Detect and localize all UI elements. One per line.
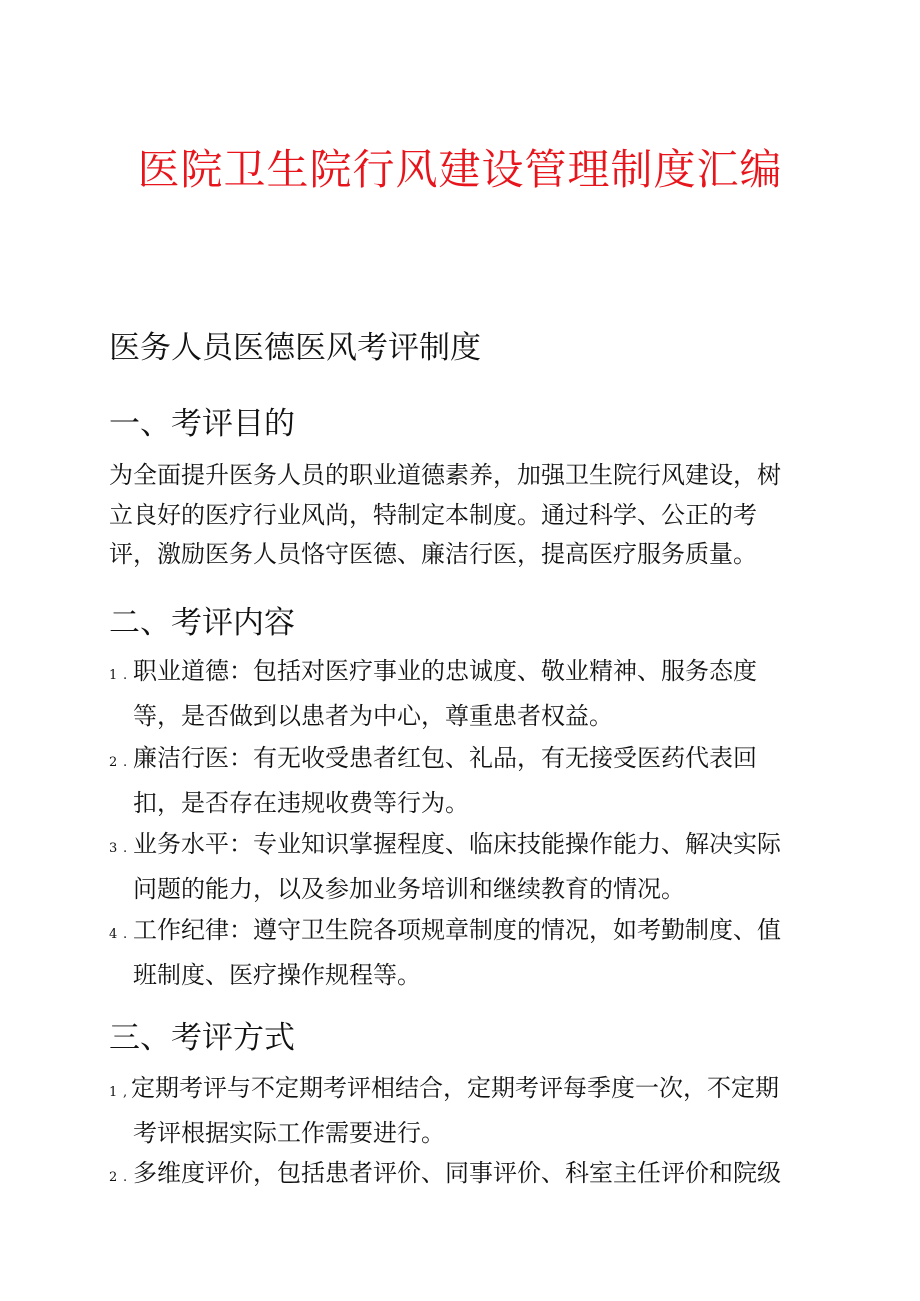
- paragraph-line: 评，激励医务人员恪守医德、廉洁行医，提高医疗服务质量。: [109, 540, 757, 568]
- list-item-number: 1: [109, 1085, 118, 1100]
- list-item: [109, 1068, 809, 1153]
- list-item-separator: .: [123, 1170, 128, 1185]
- section-heading-purpose: 一、考评目的: [109, 406, 295, 442]
- document-title: 医院卫生院行风建设管理制度汇编: [137, 145, 783, 194]
- list-item-first-line: 职业道德：包括对医疗事业的忠诚度、敬业精神、服务态度: [133, 657, 757, 685]
- list-item-first-line: 廉洁行医：有无收受患者红包、礼品，有无接受医药代表回: [133, 744, 757, 772]
- list-item: [109, 824, 809, 909]
- list-item: [109, 651, 809, 736]
- list-item-continuation: 扣，是否存在违规收费等行为。: [133, 789, 469, 817]
- list-item: [109, 1153, 809, 1198]
- list-item-separator: .: [123, 841, 128, 856]
- paragraph-line: 为全面提升医务人员的职业道德素养，加强卫生院行风建设，树: [109, 461, 781, 489]
- list-item-first-line: 工作纪律：遵守卫生院各项规章制度的情况，如考勤制度、值: [133, 916, 781, 944]
- list-item-number: 1: [109, 668, 118, 683]
- list-item-separator: ,: [123, 1085, 128, 1100]
- list-item-number: 3: [109, 841, 118, 856]
- list-item-first-line: 业务水平：专业知识掌握程度、临床技能操作能力、解决实际: [133, 830, 781, 858]
- list-item-separator: .: [123, 755, 128, 770]
- list-item-number: 2: [109, 1170, 118, 1185]
- list-item: [109, 910, 809, 995]
- list-item: [109, 738, 809, 823]
- list-item-number: 2: [109, 755, 118, 770]
- document-subtitle: 医务人员医德医风考评制度: [109, 330, 481, 366]
- list-item-first-line: 多维度评价，包括患者评价、同事评价、科室主任评价和院级: [133, 1159, 781, 1187]
- list-item-continuation: 等，是否做到以患者为中心，尊重患者权益。: [133, 702, 613, 730]
- list-item-first-line: 定期考评与不定期考评相结合，定期考评每季度一次，不定期: [131, 1074, 779, 1102]
- section-heading-method: 三、考评方式: [109, 1020, 295, 1056]
- section-purpose-paragraph: [109, 456, 809, 575]
- list-item-continuation: 班制度、医疗操作规程等。: [133, 961, 421, 989]
- list-item-continuation: 问题的能力，以及参加业务培训和继续教育的情况。: [133, 875, 685, 903]
- section-heading-content: 二、考评内容: [109, 605, 295, 641]
- list-item-separator: .: [123, 927, 128, 942]
- list-item-continuation: 考评根据实际工作需要进行。: [133, 1119, 445, 1147]
- paragraph-line: 立良好的医疗行业风尚，特制定本制度。通过科学、公正的考: [109, 500, 757, 529]
- list-item-separator: .: [123, 668, 128, 683]
- list-item-number: 4: [109, 927, 118, 942]
